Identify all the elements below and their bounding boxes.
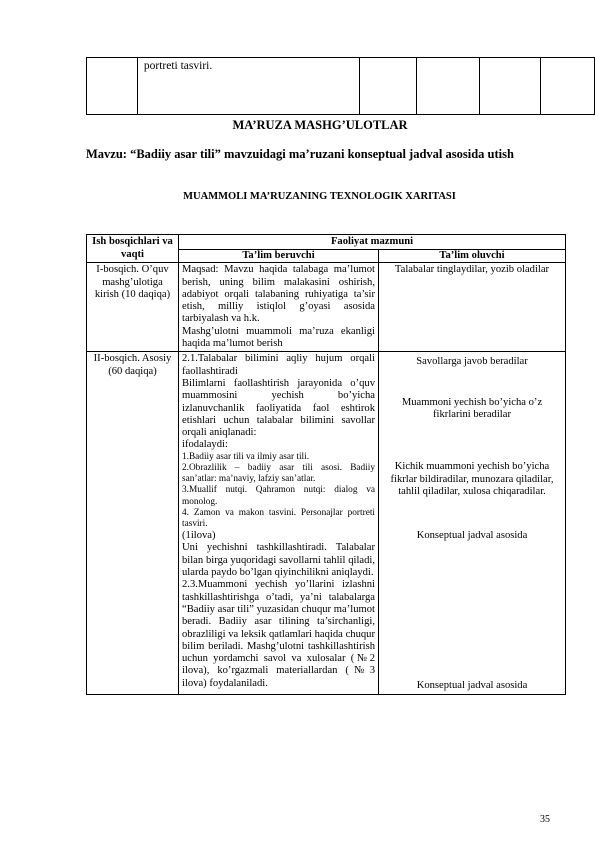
teacher-paragraph: Uni yechishni tashkillashtiradi. Talabalar bilan birga yuqoridagi savollarni tahlil qiladi, ularda paydo bo’lgan qiyinchilikni aniqlaydi.	[182, 542, 375, 579]
header-activity: Faoliyat mazmuni	[179, 235, 566, 250]
question-item: 1.Badiiy asar tili va ilmiy asar tili.	[182, 451, 310, 462]
question-item: 3.Muallif nutqi. Qahramon nutqi: dialog va monolog.	[182, 485, 375, 507]
teacher-paragraph: Bilimlarni faollashtirish jarayonida o’quv muammosini yechish bo’yicha izlanuvchanlik faoliyatida faol eshtirok etishlari uchun talabalar bilimini savollar orqali aniqlanadi:	[182, 377, 375, 439]
student-paragraph: Konseptual jadval asosida	[416, 530, 528, 542]
table-row	[87, 352, 566, 694]
stage-cell: I-bosqich. O’quv mashg’ulotiga kirish (10 daqiqa)	[87, 263, 179, 352]
technology-map-table	[86, 234, 566, 695]
teacher-paragraph: 2.1.Talabalar bilimini aqliy hujum orqali faollashtiradi	[182, 353, 375, 377]
teacher-paragraph: Mashg’ulotni muammoli ma’ruza ekanligi haqida ma’lumot berish	[182, 325, 375, 350]
student-paragraph: Savollarga javob beradilar	[416, 356, 528, 368]
fragment-cell	[360, 58, 417, 115]
teacher-paragraph: 2.3.Muammoni yechish yo’llarini izlashni tashkillashtirishga o’tadi, ya’ni talabalarga “Badiiy asar tili” yuzasidan chuqur ma’lumot beradi. Badiiy asar tilining ta’sirchanligi, obrazliligi va leksik qatlamlari haqida chuqur bilim beriladi. Mashg’ulotni tashkillashtirish uchun yordamchi savol va xulosalar (№2 ilova), ko’rgazmali materiallardan (№3 ilova) foydalaniladi.	[182, 579, 375, 689]
teacher-paragraph: (1ilova)	[182, 530, 216, 542]
fragment-cell-text: portreti tasviri.	[137, 58, 360, 115]
question-item: 2.Obrazlilik – badiiy asar tili asosi. Badiiy san’atlar: ma’naviy, lafziy san’atlar.	[182, 462, 375, 485]
student-cell	[379, 263, 566, 352]
lecture-topic: Mavzu: “Badiiy asar tili” mavzuidagi ma’ruzani konseptual jadval asosida utish	[86, 147, 514, 161]
student-paragraph: Talabalar tinglaydilar, yozib oladilar	[394, 264, 550, 276]
header-teacher: Ta’lim beruvchi	[179, 250, 379, 263]
page-number: 35	[540, 814, 550, 825]
teacher-paragraph: Maqsad: Mavzu haqida talabaga ma’lumot berish, uning bilim malakasini oshirish, adabiyot orqali talabaning ruhiyatiga ta’sir etish, milliy istiqlol g’oyasi asosida tarbiyalash va h.k.	[182, 264, 375, 325]
previous-table-fragment	[86, 57, 595, 115]
header-stage: Ish bosqichlari va vaqti	[87, 235, 179, 263]
fragment-cell	[417, 58, 480, 115]
question-item: 4. Zamon va makon tasvini. Personajlar portreti tasviri.	[182, 507, 375, 529]
student-cell	[379, 352, 566, 694]
teacher-cell	[179, 263, 379, 352]
student-paragraph: Kichik muammoni yechish bo’yicha fikrlar bildiradilar, munozara qiladilar, tahlil qiladilar, xulosa chiqaradilar.	[390, 461, 554, 497]
student-paragraph: Konseptual jadval asosida	[416, 680, 528, 692]
header-student: Ta’lim oluvchi	[379, 250, 566, 263]
stage-cell: II-bosqich. Asosiy (60 daqiqa)	[87, 352, 179, 694]
student-paragraph: Muammoni yechish bo’yicha o’z fikrlarini beradilar	[401, 396, 543, 420]
fragment-cell	[541, 58, 595, 115]
table-row	[87, 263, 566, 352]
teacher-paragraph: ifodalaydi:	[182, 439, 228, 451]
technology-map-title: MUAMMOLI MA’RUZANING TEXNOLOGIK XARITASI	[183, 191, 456, 202]
fragment-cell	[480, 58, 541, 115]
teacher-cell	[179, 352, 379, 694]
section-title: MA’RUZA MASHG’ULOTLAR	[232, 118, 408, 132]
fragment-cell	[87, 58, 138, 115]
